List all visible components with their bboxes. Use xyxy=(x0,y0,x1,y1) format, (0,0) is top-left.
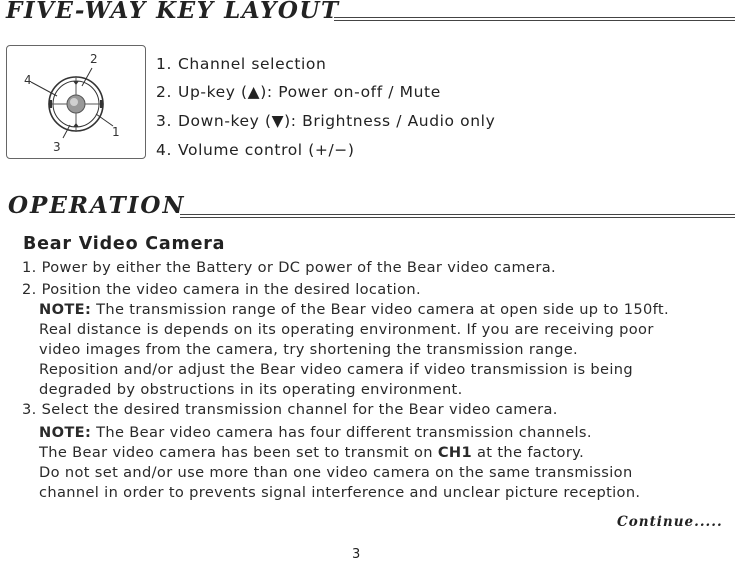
page-number: 3 xyxy=(352,547,361,562)
diagram-label-1: 1 xyxy=(112,125,120,139)
diagram-label-4: 4 xyxy=(24,73,32,87)
note-1-line: Real distance is depends on its operating environment. If you are receiving poor xyxy=(39,321,654,338)
section-subheading: Bear Video Camera xyxy=(23,234,226,254)
heading-rule xyxy=(334,17,735,21)
note-2-line: The Bear video camera has been set to transmit on CH1 at the factory. xyxy=(39,444,585,461)
step-2: 2. Position the video camera in the desired location. xyxy=(22,281,421,298)
diagram-label-2: 2 xyxy=(90,52,98,66)
diagram-label-3: 3 xyxy=(53,140,61,154)
note-1-line: NOTE: The transmission range of the Bear video camera at open side up to 150ft. xyxy=(39,301,669,318)
note-1-line: Reposition and/or adjust the Bear video camera if video transmission is being xyxy=(39,361,633,378)
step-3: 3. Select the desired transmission channel for the Bear video camera. xyxy=(22,401,558,418)
continue-label: Continue..... xyxy=(617,514,723,530)
heading-rule xyxy=(180,214,735,218)
note-2-line: Do not set and/or use more than one video camera on the same transmission xyxy=(39,464,633,481)
step-1: 1. Power by either the Battery or DC power of the Bear video camera. xyxy=(22,259,557,276)
note-1-line: video images from the camera, try shortening the transmission range. xyxy=(39,341,579,358)
channel-label: CH1 xyxy=(437,444,472,461)
note-2-line: channel in order to prevents signal interference and unclear picture reception. xyxy=(39,484,641,501)
layout-heading: FIVE-WAY KEY LAYOUT xyxy=(6,0,340,24)
note-label: NOTE: xyxy=(39,424,92,441)
layout-item: 2. Up-key (▲): Power on-off / Mute xyxy=(156,83,441,101)
note-label: NOTE: xyxy=(39,301,92,318)
operation-heading: OPERATION xyxy=(8,192,186,219)
layout-item: 1. Channel selection xyxy=(156,55,327,73)
layout-item: 4. Volume control (+/−) xyxy=(156,141,355,159)
five-way-key-diagram xyxy=(6,45,146,159)
note-1-line: degraded by obstructions in its operating environment. xyxy=(39,381,463,398)
note-2-line: NOTE: The Bear video camera has four different transmission channels. xyxy=(39,424,592,441)
layout-item: 3. Down-key (▼): Brightness / Audio only xyxy=(156,112,496,130)
